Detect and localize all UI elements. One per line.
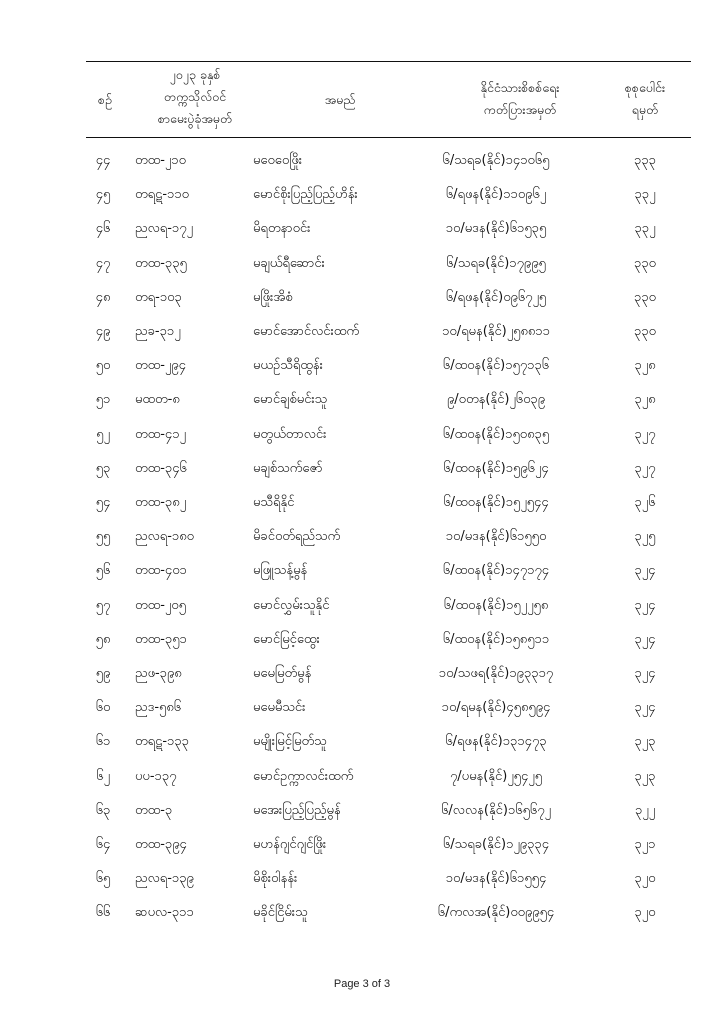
nrc-number: ၁၀/ရမန(နိုင်)၄၅၈၅၉၄ [441, 700, 551, 716]
exam-seat-number: တထ-၄၁၂ [135, 426, 186, 442]
total-score: ၃၂၇ [634, 460, 656, 476]
exam-seat-number: တထ-၂၁၀ [135, 153, 186, 168]
total-score: ၃၂၂ [634, 802, 656, 818]
table-row [0, 390, 724, 424]
row-number: ၄၈ [95, 289, 111, 305]
exam-seat-number: တထ-၂၀၅ [135, 597, 186, 613]
candidate-name: မချယ်ရီဆောင်း [253, 255, 325, 271]
row-number: ၆၅ [95, 871, 111, 887]
candidate-name: မိခင်ဝတ်ရည်သက် [253, 529, 341, 545]
table-row [0, 527, 724, 561]
total-score: ၃၂၃ [634, 768, 656, 784]
row-number: ၆၁ [95, 734, 111, 750]
candidate-name: မခိုင်ငြိမ်းသူ [253, 905, 308, 921]
table-row [0, 425, 724, 459]
exam-seat-number: တထ-၃၈၂ [135, 495, 187, 510]
table-row [0, 835, 724, 869]
exam-seat-number: မထတ-၈ [135, 392, 180, 408]
header-name: အမည် [324, 92, 356, 107]
table-top-rule [86, 61, 691, 62]
candidate-name: မဖြူသန့်မွန် [253, 563, 308, 579]
table-row [0, 493, 724, 527]
table-row [0, 801, 724, 835]
header-bottom-rule [86, 137, 691, 138]
total-score: ၃၂၄ [634, 563, 656, 579]
row-number: ၄၄ [95, 153, 111, 168]
row-number: ၄၇ [95, 255, 111, 271]
candidate-name: မိစိုးဝါနန်း [253, 871, 298, 887]
table-row [0, 459, 724, 493]
total-score: ၃၃၂ [634, 187, 656, 203]
nrc-number: ၆/ကလအ(နိုင်)၀၀၉၉၅၄ [437, 905, 555, 921]
nrc-number: ၆/သရခ(နိုင်)၁၇၉၉၅ [446, 255, 546, 271]
nrc-number: ၆/ထဝန(နိုင်)၁၅၈၅၁၁ [442, 631, 550, 647]
total-score: ၃၃၀ [634, 289, 656, 305]
table-row [0, 664, 724, 698]
exam-seat-number: တထ-၃၄၆ [135, 460, 187, 476]
candidate-name: မဝေဝေဖြိုး [253, 153, 303, 168]
nrc-number: ၆/သရခ(နိုင်)၁၂၉၃၃၄ [442, 837, 550, 852]
nrc-number: ၆/ထဝန(နိုင်)၁၅၀၈၃၅ [442, 426, 550, 442]
nrc-number: ၆/ရဖန(နိုင်)၁၃၁၄၇၃ [445, 734, 547, 750]
nrc-number: ၁၀/မဒန(နိုင်)၆၁၅၃၅ [445, 221, 547, 237]
nrc-number: ၇/ပမန(နိုင်)၂၅၄၂၅ [449, 768, 543, 784]
row-number: ၆၀ [95, 700, 111, 716]
row-number: ၅၉ [95, 666, 111, 681]
nrc-number: ၆/သရခ(နိုင်)၁၄၁၀၆၅ [442, 153, 550, 168]
candidate-name: မဟန်ဂျင်ဂျင်ဖြိုး [253, 837, 327, 852]
candidate-name: မအေးပြည့်ပြည့်မွန် [253, 802, 341, 818]
total-score: ၃၂၄ [634, 700, 656, 716]
candidate-name: မောင်ဥက္ကာလင်းထက် [253, 768, 354, 784]
candidate-name: မသီရိနိုင် [253, 495, 295, 510]
nrc-number: ၆/ထဝန(နိုင်)၁၅၂၂၅၈ [443, 597, 549, 613]
candidate-name: မတွယ်တာလင်း [253, 426, 327, 442]
exam-seat-number: တထ-၃ [135, 802, 173, 818]
exam-seat-number: တရဋ-၁၃၃ [135, 734, 189, 750]
candidate-name: မောင်စိုးပြည့်ပြည့်ဟိန်း [253, 187, 358, 203]
candidate-name: မမေမီသင်း [253, 700, 306, 716]
exam-seat-number: တထ-၄၀၁ [135, 563, 187, 579]
candidate-name: မောင်အောင်လင်းထက် [253, 324, 360, 339]
exam-seat-number: တထ-၃၃၅ [135, 255, 187, 271]
total-score: ၃၂၅ [634, 529, 656, 545]
candidate-name: မဖြိုးအိစံ [253, 289, 293, 305]
page-footer: Page 3 of 3 [333, 978, 391, 990]
exam-seat-number: ဆပလ-၃၁၁ [135, 905, 194, 921]
table-row [0, 356, 724, 390]
exam-seat-number: ပပ-၁၃၇ [135, 768, 177, 784]
total-score: ၃၃၂ [634, 221, 656, 237]
header-total: စုစုပေါင်း ရမှတ် [624, 80, 666, 117]
nrc-number: ၉/ဝတန(နိုင်)၂၆၀၃၉ [446, 392, 546, 408]
candidate-name: မချစ်သက်ဇော် [253, 460, 323, 476]
total-score: ၃၂၇ [634, 426, 656, 442]
total-score: ၃၂၁ [634, 837, 656, 852]
nrc-number: ၁၀/မဒန(နိုင်)၆၁၅၅၀ [445, 529, 547, 545]
nrc-number: ၆/လလန(နိုင်)၁၆၅၆၇၂ [441, 802, 551, 818]
candidate-name: မမျိုးမြင့်မြတ်သူ [253, 734, 327, 750]
exam-seat-number: တထ-၂၉၄ [135, 358, 186, 374]
row-number: ၅၁ [95, 392, 111, 408]
candidate-name: မောင်မြင့်ထွေး [253, 631, 320, 647]
total-score: ၃၂၀ [634, 871, 656, 887]
row-number: ၆၆ [95, 905, 111, 921]
table-row [0, 561, 724, 595]
candidate-name: မိရတနာဝင်း [253, 221, 311, 237]
table-row [0, 151, 724, 185]
total-score: ၃၂၈ [634, 392, 656, 408]
total-score: ၃၂၃ [634, 734, 656, 750]
nrc-number: ၆/ထဝန(နိုင်)၁၅၂၅၄၄ [443, 495, 549, 510]
row-number: ၅၅ [95, 529, 111, 545]
row-number: ၆၂ [96, 768, 110, 784]
exam-seat-number: ညဒ-၅၈၆ [135, 700, 182, 716]
candidate-name: မောင်လွှမ်းသူနိုင် [253, 597, 330, 613]
exam-seat-number: တရ-၁၀၃ [135, 289, 182, 305]
row-number: ၆၃ [95, 802, 111, 818]
table-row [0, 903, 724, 937]
exam-seat-number: တထ-၃၅၁ [135, 631, 187, 647]
total-score: ၃၃၀ [634, 255, 656, 271]
table-row [0, 219, 724, 253]
table-row [0, 698, 724, 732]
exam-seat-number: တထ-၃၉၄ [135, 837, 187, 852]
exam-seat-number: ညလရ-၁၃၉ [135, 871, 194, 887]
table-row [0, 254, 724, 288]
exam-seat-number: ညခ-၃၁၂ [135, 324, 181, 339]
total-score: ၃၂၄ [634, 666, 656, 681]
row-number: ၅၈ [95, 631, 111, 647]
table-row [0, 767, 724, 801]
table-row [0, 288, 724, 322]
total-score: ၃၃၃ [634, 153, 656, 168]
header-nrc: နိုင်ငံသားစိစစ်ရေး ကတ်ပြားအမှတ် [480, 80, 560, 117]
nrc-number: ၆/ရဖန(နိုင်)၁၁၀၉၆၂ [445, 187, 547, 203]
row-number: ၄၅ [95, 187, 111, 203]
row-number: ၅၇ [95, 597, 111, 613]
total-score: ၃၂၄ [634, 631, 656, 647]
table-row [0, 630, 724, 664]
total-score: ၃၂၈ [634, 358, 656, 374]
nrc-number: ၆/ထဝန(နိုင်)၁၄၇၁၇၄ [442, 563, 550, 579]
exam-seat-number: ညလရ-၁၇၂ [135, 221, 193, 237]
row-number: ၅၆ [95, 563, 111, 579]
total-score: ၃၂၆ [634, 495, 656, 510]
table-row [0, 869, 724, 903]
total-score: ၃၃၀ [634, 324, 656, 339]
row-number: ၄၉ [95, 324, 111, 339]
nrc-number: ၁၀/မဒန(နိုင်)၆၁၅၅၄ [445, 871, 547, 887]
table-row [0, 185, 724, 219]
row-number: ၅၄ [95, 495, 111, 510]
row-number: ၆၄ [95, 837, 111, 852]
nrc-number: ၆/ထဝန(နိုင်)၁၅၉၆၂၄ [443, 460, 549, 476]
total-score: ၃၂၀ [634, 905, 656, 921]
nrc-number: ၁၀/သဖရ(နိုင်)၁၉၃၃၁၇ [438, 666, 554, 681]
nrc-number: ၁၀/ရမန(နိုင်)၂၅၈၈၁၁ [442, 324, 550, 339]
table-row [0, 732, 724, 766]
row-number: ၄၆ [95, 221, 111, 237]
total-score: ၃၂၄ [634, 597, 656, 613]
exam-seat-number: ညလရ-၁၈၀ [135, 529, 194, 545]
candidate-name: မမေမြတ်မွန် [253, 666, 312, 681]
header-exam-seat: ၂၀၂၃ ခုနှစ် တက္ကသိုလ်ဝင် စာမေးပွဲခုံအမှတ် [157, 67, 233, 126]
table-row [0, 322, 724, 356]
row-number: ၅၀ [95, 358, 111, 374]
row-number: ၅၃ [95, 460, 111, 476]
nrc-number: ၆/ထဝန(နိုင်)၁၅၇၁၃၆ [442, 358, 550, 374]
exam-seat-number: တရဋ-၁၁၀ [135, 187, 189, 203]
nrc-number: ၆/ရဖန(နိုင်)၀၉၆၇၂၅ [445, 289, 547, 305]
exam-seat-number: ညဖ-၃၉၈ [135, 666, 182, 681]
candidate-name: မယဉ်သီရိထွန်း [253, 358, 323, 374]
candidate-name: မောင်ချစ်မင်းသူ [253, 392, 328, 408]
row-number: ၅၂ [96, 426, 110, 442]
header-no: စဉ် [98, 92, 112, 107]
table-row [0, 596, 724, 630]
